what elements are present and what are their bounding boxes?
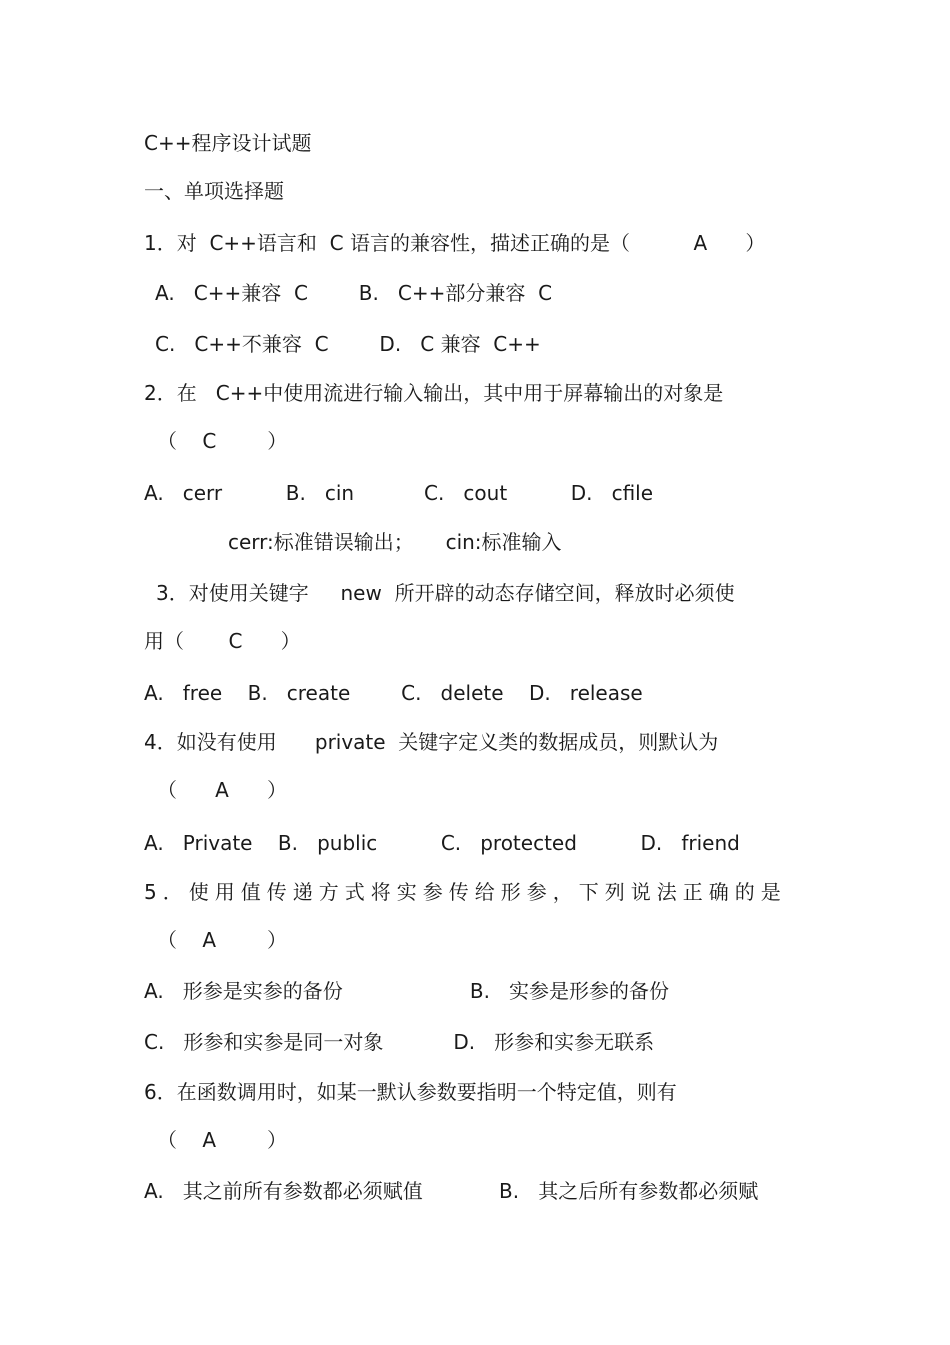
question-4-answer: （ A ）	[157, 778, 287, 802]
question-2-stem: 2．在 C++中使用流进行输入输出，其中用于屏幕输出的对象是	[144, 381, 724, 405]
question-5-options-row-2: C. 形参和实参是同一对象 D. 形参和实参无联系	[144, 1030, 655, 1054]
question-1-options-row-1: A. C++兼容 C B. C++部分兼容 C	[155, 281, 553, 305]
question-5-options-row-1: A. 形参是实参的备份 B. 实参是形参的备份	[144, 979, 670, 1003]
question-6-options: A. 其之前所有参数都必须赋值 B. 其之后所有参数都必须赋	[144, 1179, 759, 1203]
question-1-options-row-2: C. C++不兼容 C D. C 兼容 C++	[155, 332, 541, 356]
question-6-stem: 6．在函数调用时，如某一默认参数要指明一个特定值，则有	[144, 1080, 677, 1104]
question-3-stem-continued: 用（ C ）	[144, 629, 301, 653]
question-2-options: A. cerr B. cin C. cout D. cfile	[144, 481, 654, 505]
document-title: C++程序设计试题	[144, 131, 312, 155]
question-4-options: A. Private B. public C. protected D. friend	[144, 831, 740, 855]
question-5-stem: 5．使用值传递方式将实参传给形参，下列说法正确的是	[144, 880, 787, 904]
question-1-stem: 1．对 C++语言和 C 语言的兼容性，描述正确的是（ A ）	[144, 231, 766, 255]
question-6-answer: （ A ）	[157, 1128, 287, 1152]
section-heading: 一、单项选择题	[144, 179, 284, 203]
question-3-options: A. free B. create C. delete D. release	[144, 681, 643, 705]
question-4-stem: 4．如没有使用 private 关键字定义类的数据成员，则默认为	[144, 730, 719, 754]
question-5-answer: （ A ）	[157, 928, 287, 952]
question-2-answer: （ C ）	[157, 429, 288, 453]
question-3-stem: 3．对使用关键字 new 所开辟的动态存储空间，释放时必须使	[156, 581, 735, 605]
question-2-note: cerr:标准错误输出； cin:标准输入	[228, 530, 562, 554]
